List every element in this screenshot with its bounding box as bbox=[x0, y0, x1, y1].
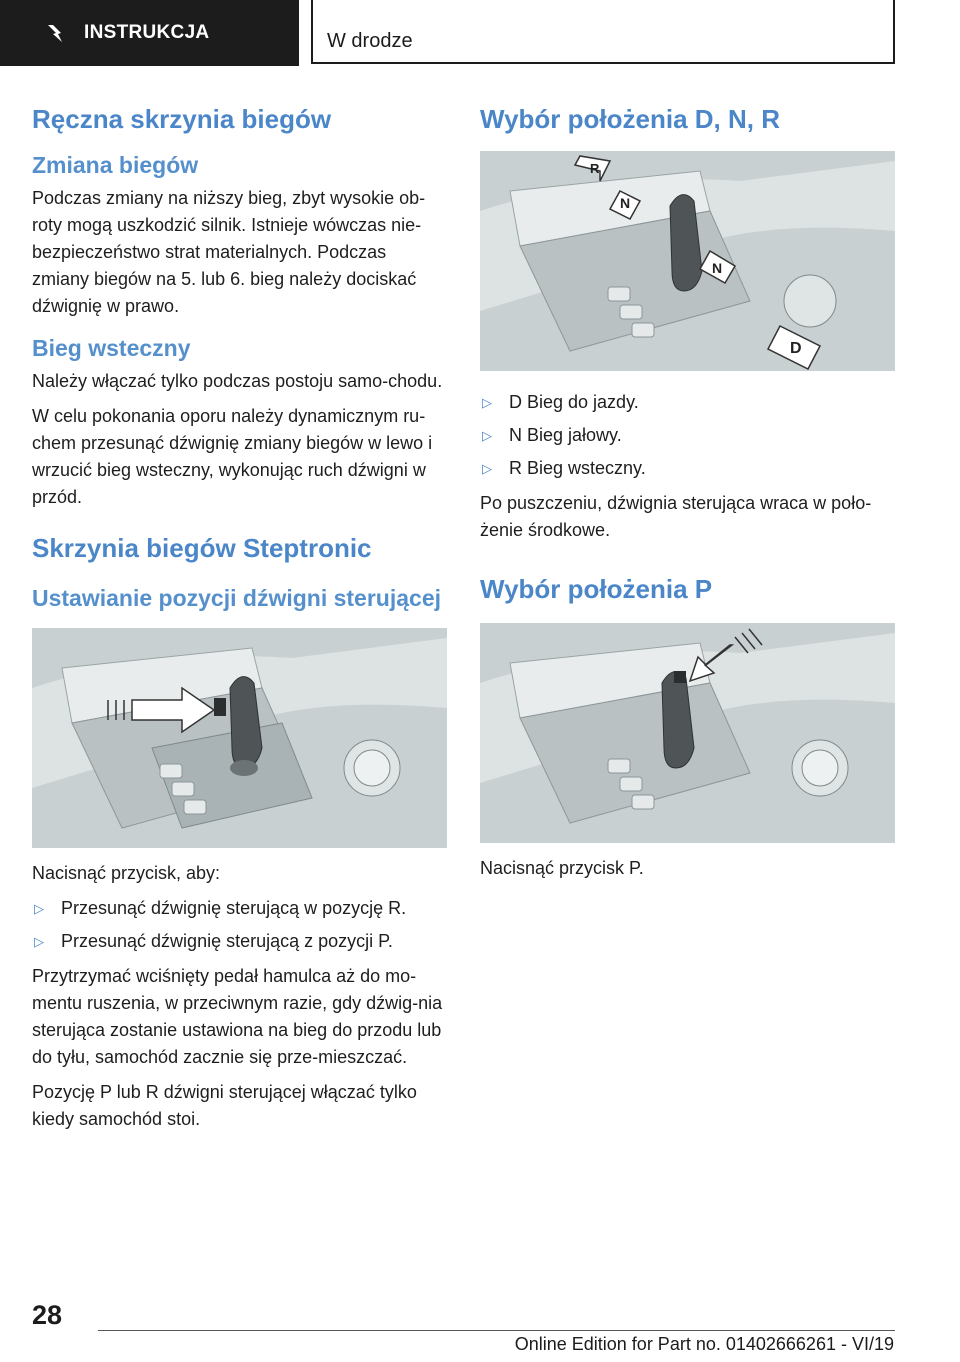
triangle-bullet-icon: ▷ bbox=[482, 428, 492, 444]
list-item: ▷ D Bieg do jazdy. bbox=[480, 389, 896, 416]
figure-label-n-lower: N bbox=[712, 260, 723, 277]
figure-label-r: R bbox=[590, 161, 600, 177]
paragraph-press-button: Nacisnąć przycisk, aby: bbox=[32, 863, 221, 884]
footer-edition: Online Edition for Part no. 01402666261 - VI/19 bbox=[514, 1334, 894, 1354]
paragraph-reverse-1: Należy włączać tylko podczas postoju samo-chodu. bbox=[32, 370, 443, 391]
list-item: ▷ Przesunąć dźwignię sterującą w pozycję R. bbox=[32, 895, 448, 922]
car-lightning-icon bbox=[44, 20, 70, 46]
heading-reverse: Bieg wsteczny bbox=[32, 335, 191, 362]
left-column bbox=[32, 96, 448, 1141]
list-item: ▷ N Bieg jałowy. bbox=[480, 422, 896, 449]
heading-steptronic: Skrzynia biegów Steptronic bbox=[32, 532, 372, 563]
paragraph-p-or-r: Pozycję P lub R dźwigni sterującej włączać tylko kiedy samochód stoi. bbox=[32, 1082, 417, 1130]
triangle-bullet-icon: ▷ bbox=[482, 461, 492, 477]
header-chapter-label: W drodze bbox=[327, 30, 413, 52]
heading-shifting: Zmiana biegów bbox=[32, 152, 199, 179]
heading-selector-position: Ustawianie pozycji dźwigni sterującej bbox=[32, 585, 442, 612]
paragraph-press-p: Nacisnąć przycisk P. bbox=[480, 858, 644, 879]
heading-select-dnr: Wybór położenia D, N, R bbox=[480, 104, 780, 134]
figure-selector-p bbox=[480, 623, 895, 843]
list-item: ▷ R Bieg wsteczny. bbox=[480, 455, 896, 482]
triangle-bullet-icon: ▷ bbox=[34, 934, 44, 950]
figure-selector-dnr bbox=[480, 151, 895, 371]
paragraph-hold-brake: Przytrzymać wciśnięty pedał hamulca aż do mo-mentu ruszenia, w przeciwnym razie, gdy dźwig-nia sterująca zostanie ustawiona na bieg do przodu lub do tyłu, samochód zacznie się prze-mieszczać. bbox=[32, 966, 443, 1068]
list-gears bbox=[480, 389, 896, 482]
heading-select-p: Wybór położenia P bbox=[480, 574, 713, 605]
footer-divider bbox=[98, 1330, 895, 1331]
paragraph-shifting: Podczas zmiany na niższy bieg, zbyt wysokie ob-roty mogą uszkodzić silnik. Istnieje wówczas nie-bezpieczeństwo strat materialnych. Podczas zmiany biegów na 5. lub 6. bieg należy dociskać dźwignię w prawo. bbox=[32, 188, 426, 317]
heading-manual-gearbox: Ręczna skrzynia biegów bbox=[32, 104, 332, 134]
figure-label-n-upper: N bbox=[620, 195, 631, 212]
page-number: 28 bbox=[32, 1300, 63, 1330]
figure-label-d: D bbox=[790, 340, 802, 358]
paragraph-release: Po puszczeniu, dźwignia sterująca wraca w poło-żenie środkowe. bbox=[480, 493, 872, 541]
header-section-label: INSTRUKCJA bbox=[84, 22, 210, 43]
header-chapter bbox=[311, 0, 895, 64]
list-item: ▷ Przesunąć dźwignię sterującą z pozycji P. bbox=[32, 928, 448, 955]
right-column bbox=[480, 96, 896, 890]
triangle-bullet-icon: ▷ bbox=[34, 901, 44, 917]
paragraph-reverse-2: W celu pokonania oporu należy dynamicznym ru-chem przesunąć dźwignię zmiany biegów w lewo i wrzucić bieg wsteczny, wykonując ruch dźwigni w przód. bbox=[32, 405, 433, 507]
header-section-tab[interactable] bbox=[0, 0, 299, 66]
list-press-actions bbox=[32, 895, 448, 955]
triangle-bullet-icon: ▷ bbox=[482, 395, 492, 411]
figure-selector-lever-unlock bbox=[32, 628, 447, 848]
